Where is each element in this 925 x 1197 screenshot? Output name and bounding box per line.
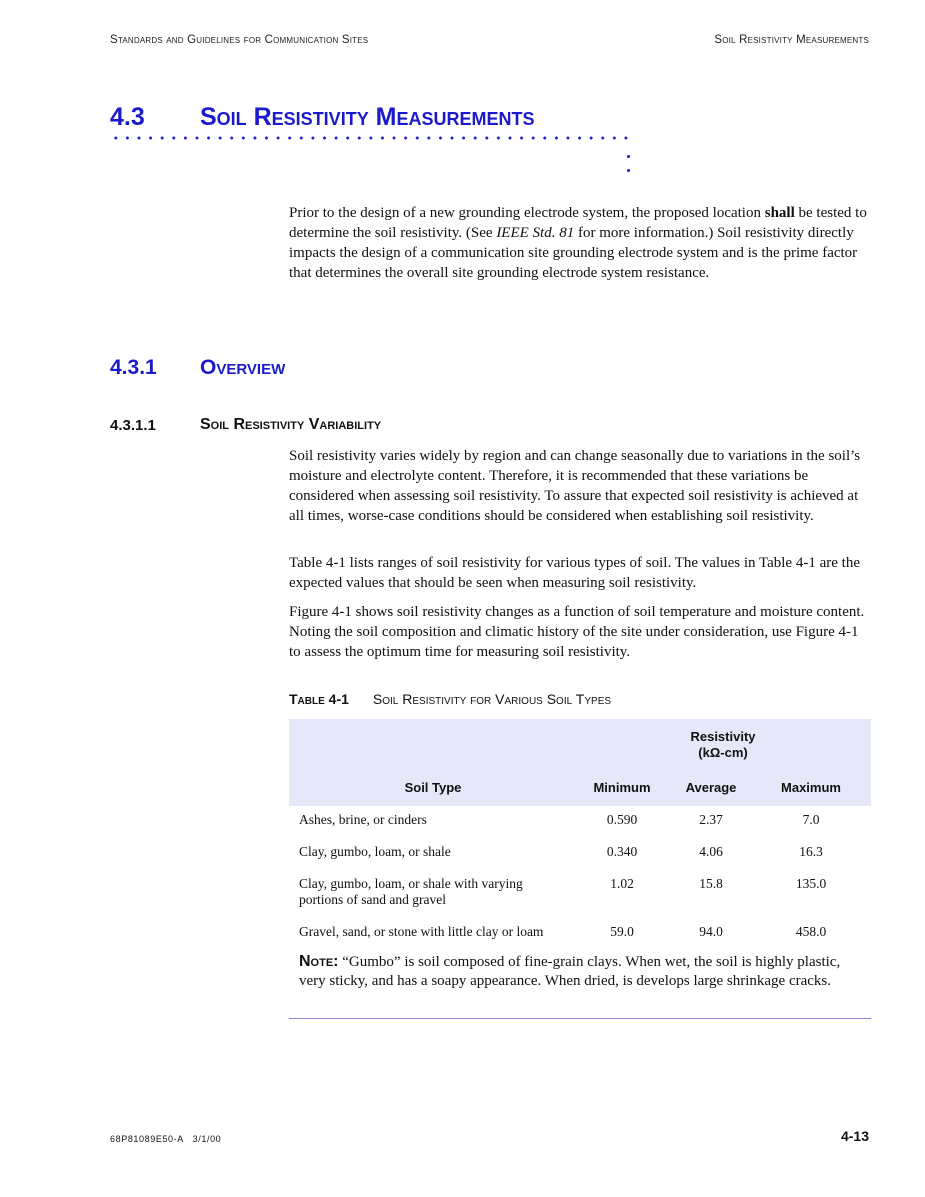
section-dotted-rule [110, 136, 630, 140]
table-title: Soil Resistivity for Various Soil Types [372, 691, 612, 707]
body-paragraph: Soil resistivity varies widely by region and can change seasonally due to variations in the soil’s moisture and electrolyte content. Therefore, it is recommended that these variations be considered when assessing soil resistivity. To assure that expected soil resistivity is achieved at all times, worse-case conditions should be considered when establishing soil resistivity. [289, 448, 861, 524]
cell-average: 15.8 [699, 876, 723, 891]
cell-maximum: 16.3 [799, 844, 823, 859]
table-bottom-rule [289, 1018, 871, 1019]
cell-soil-type: Gravel, sand, or stone with little clay or loam [299, 924, 544, 939]
subsubsection-number: 4.3.1.1 [110, 417, 156, 434]
column-header-average: Average [685, 780, 737, 795]
cell-average: 2.37 [699, 812, 723, 827]
table-note: Note: “Gumbo” is soil composed of fine-grain clays. When wet, the soil is highly plastic, very sticky, and has a soapy appearance. When dried, is develops large shrinkage cracks. [299, 953, 841, 989]
column-header-minimum: Minimum [593, 780, 651, 795]
column-header-maximum: Maximum [781, 780, 841, 795]
subsection-title: Overview [200, 356, 286, 379]
table-caption [289, 691, 611, 707]
cell-average: 4.06 [699, 844, 723, 859]
section-title: Soil Resistivity Measurements [200, 103, 535, 131]
body-paragraph: Table 4-1 lists ranges of soil resistivity for various types of soil. The values in Table 4-1 are the expected values that should be seen when measuring soil resistivity. [289, 555, 860, 591]
cell-maximum: 458.0 [795, 924, 827, 939]
column-header-soil-type: Soil Type [404, 780, 462, 795]
footer-doc-id: 68P81089E50-A 3/1/00 [110, 1134, 222, 1144]
cell-soil-type: Clay, gumbo, loam, or shale [299, 844, 451, 859]
running-header-right: Soil Resistivity Measurements [714, 34, 869, 46]
cell-minimum: 0.340 [606, 844, 638, 859]
cell-minimum: 1.02 [610, 876, 634, 891]
subsection-number: 4.3.1 [110, 356, 157, 379]
subsubsection-title: Soil Resistivity Variability [200, 416, 382, 433]
cell-maximum: 7.0 [802, 812, 820, 827]
cell-soil-type: Clay, gumbo, loam, or shale with varying portions of sand and gravel [299, 876, 523, 907]
intro-paragraph: Prior to the design of a new grounding electrode system, the proposed location shall be tested to determine the soil resistivity. (See IEEE Std. 81 for more information.) Soil resistivity directly impacts the design of a communication site grounding electrode system and is the prime factor that determines the overall site grounding electrode system resistance. [289, 205, 867, 281]
table-label: Table 4-1 [289, 691, 349, 707]
resistivity-group-header: Resistivity (kΩ-cm) [690, 729, 756, 760]
body-paragraph: Figure 4-1 shows soil resistivity changes as a function of soil temperature and moisture content. Noting the soil composition and climatic history of the site under consideration, use Figure 4-1 to assess the optimum time for measuring soil resistivity. [289, 604, 865, 660]
section-rule-dot [627, 155, 630, 158]
table-header [289, 719, 871, 806]
cell-soil-type: Ashes, brine, or cinders [299, 812, 427, 827]
cell-minimum: 59.0 [610, 924, 634, 939]
running-header-left: Standards and Guidelines for Communication Sites [110, 34, 369, 46]
section-rule-dot [627, 169, 630, 172]
section-number: 4.3 [110, 103, 145, 131]
cell-average: 94.0 [699, 924, 723, 939]
cell-minimum: 0.590 [606, 812, 638, 827]
cell-maximum: 135.0 [795, 876, 827, 891]
footer-page-number: 4-13 [840, 1128, 869, 1144]
